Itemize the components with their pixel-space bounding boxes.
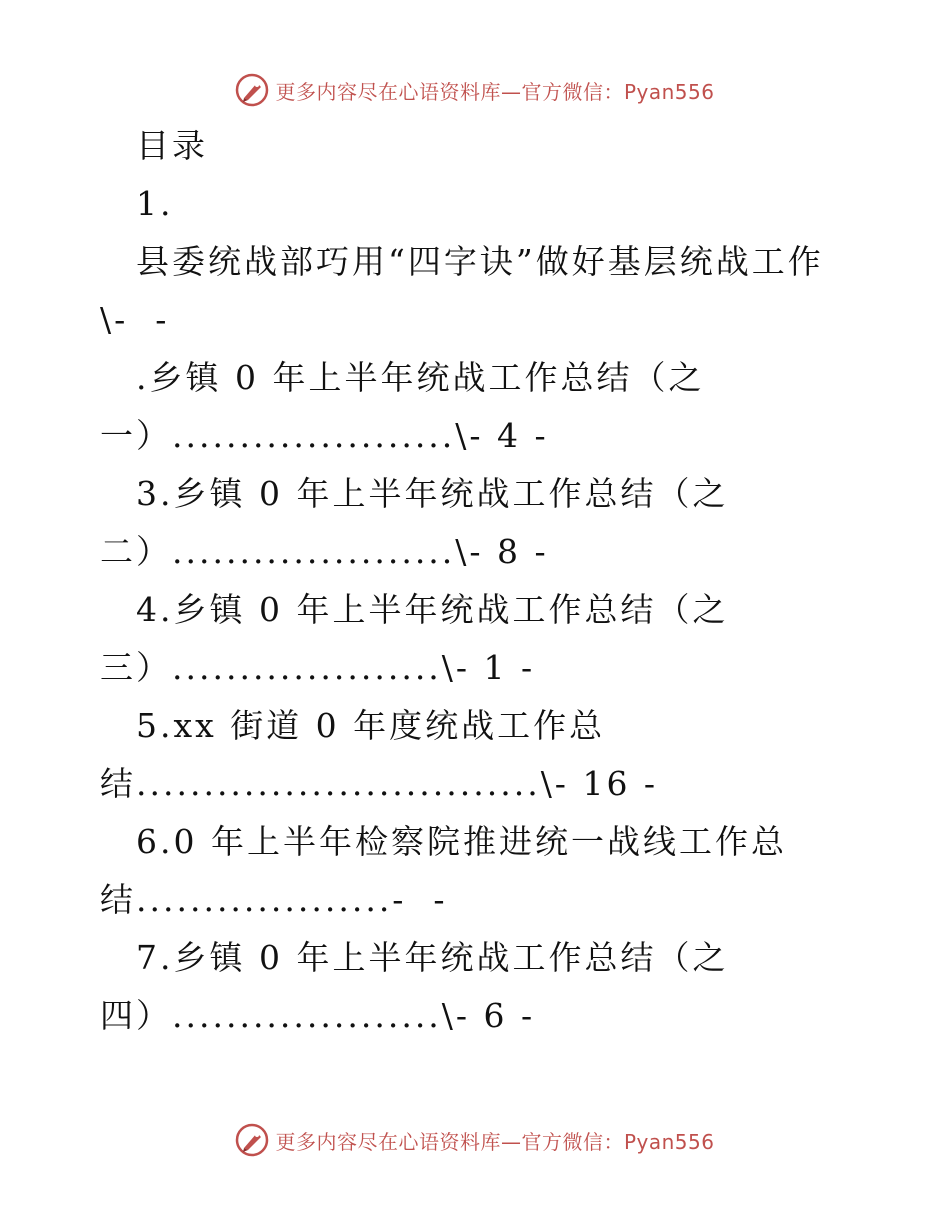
header-watermark [0,70,950,110]
toc-line: 三）....................\- 1 - [100,648,536,687]
toc-line: 1. [136,184,174,223]
toc-line: 7.乡镇 0 年上半年统战工作总结（之 [136,938,729,977]
toc-line: 6.0 年上半年检察院推进统一战线工作总 [136,822,787,861]
toc-line: .乡镇 0 年上半年统战工作总结（之 [136,358,705,397]
toc-line: 县委统战部巧用“四字诀”做好基层统战工作 [136,242,824,281]
toc-line: 结..............................\- 16 - [100,764,659,803]
toc-line: \- - [100,300,170,339]
toc-line: 3.乡镇 0 年上半年统战工作总结（之 [136,474,729,513]
watermark-text: 更多内容尽在心语资料库—官方微信：Pyan556 [275,79,715,104]
pen-logo-icon [235,1123,269,1157]
footer-watermark [0,1120,950,1160]
toc-line: 一）.....................\- 4 - [100,416,549,455]
toc-title: 目录 [136,126,208,165]
toc-line: 四）....................\- 6 - [100,996,536,1035]
toc-line: 5.xx 街道 0 年度统战工作总 [136,706,606,745]
toc-line: 4.乡镇 0 年上半年统战工作总结（之 [136,590,729,629]
watermark-text: 更多内容尽在心语资料库—官方微信：Pyan556 [275,1129,715,1154]
pen-logo-icon [235,73,269,107]
toc-line: 结...................- - [100,880,448,919]
toc-line: 二）.....................\- 8 - [100,532,549,571]
